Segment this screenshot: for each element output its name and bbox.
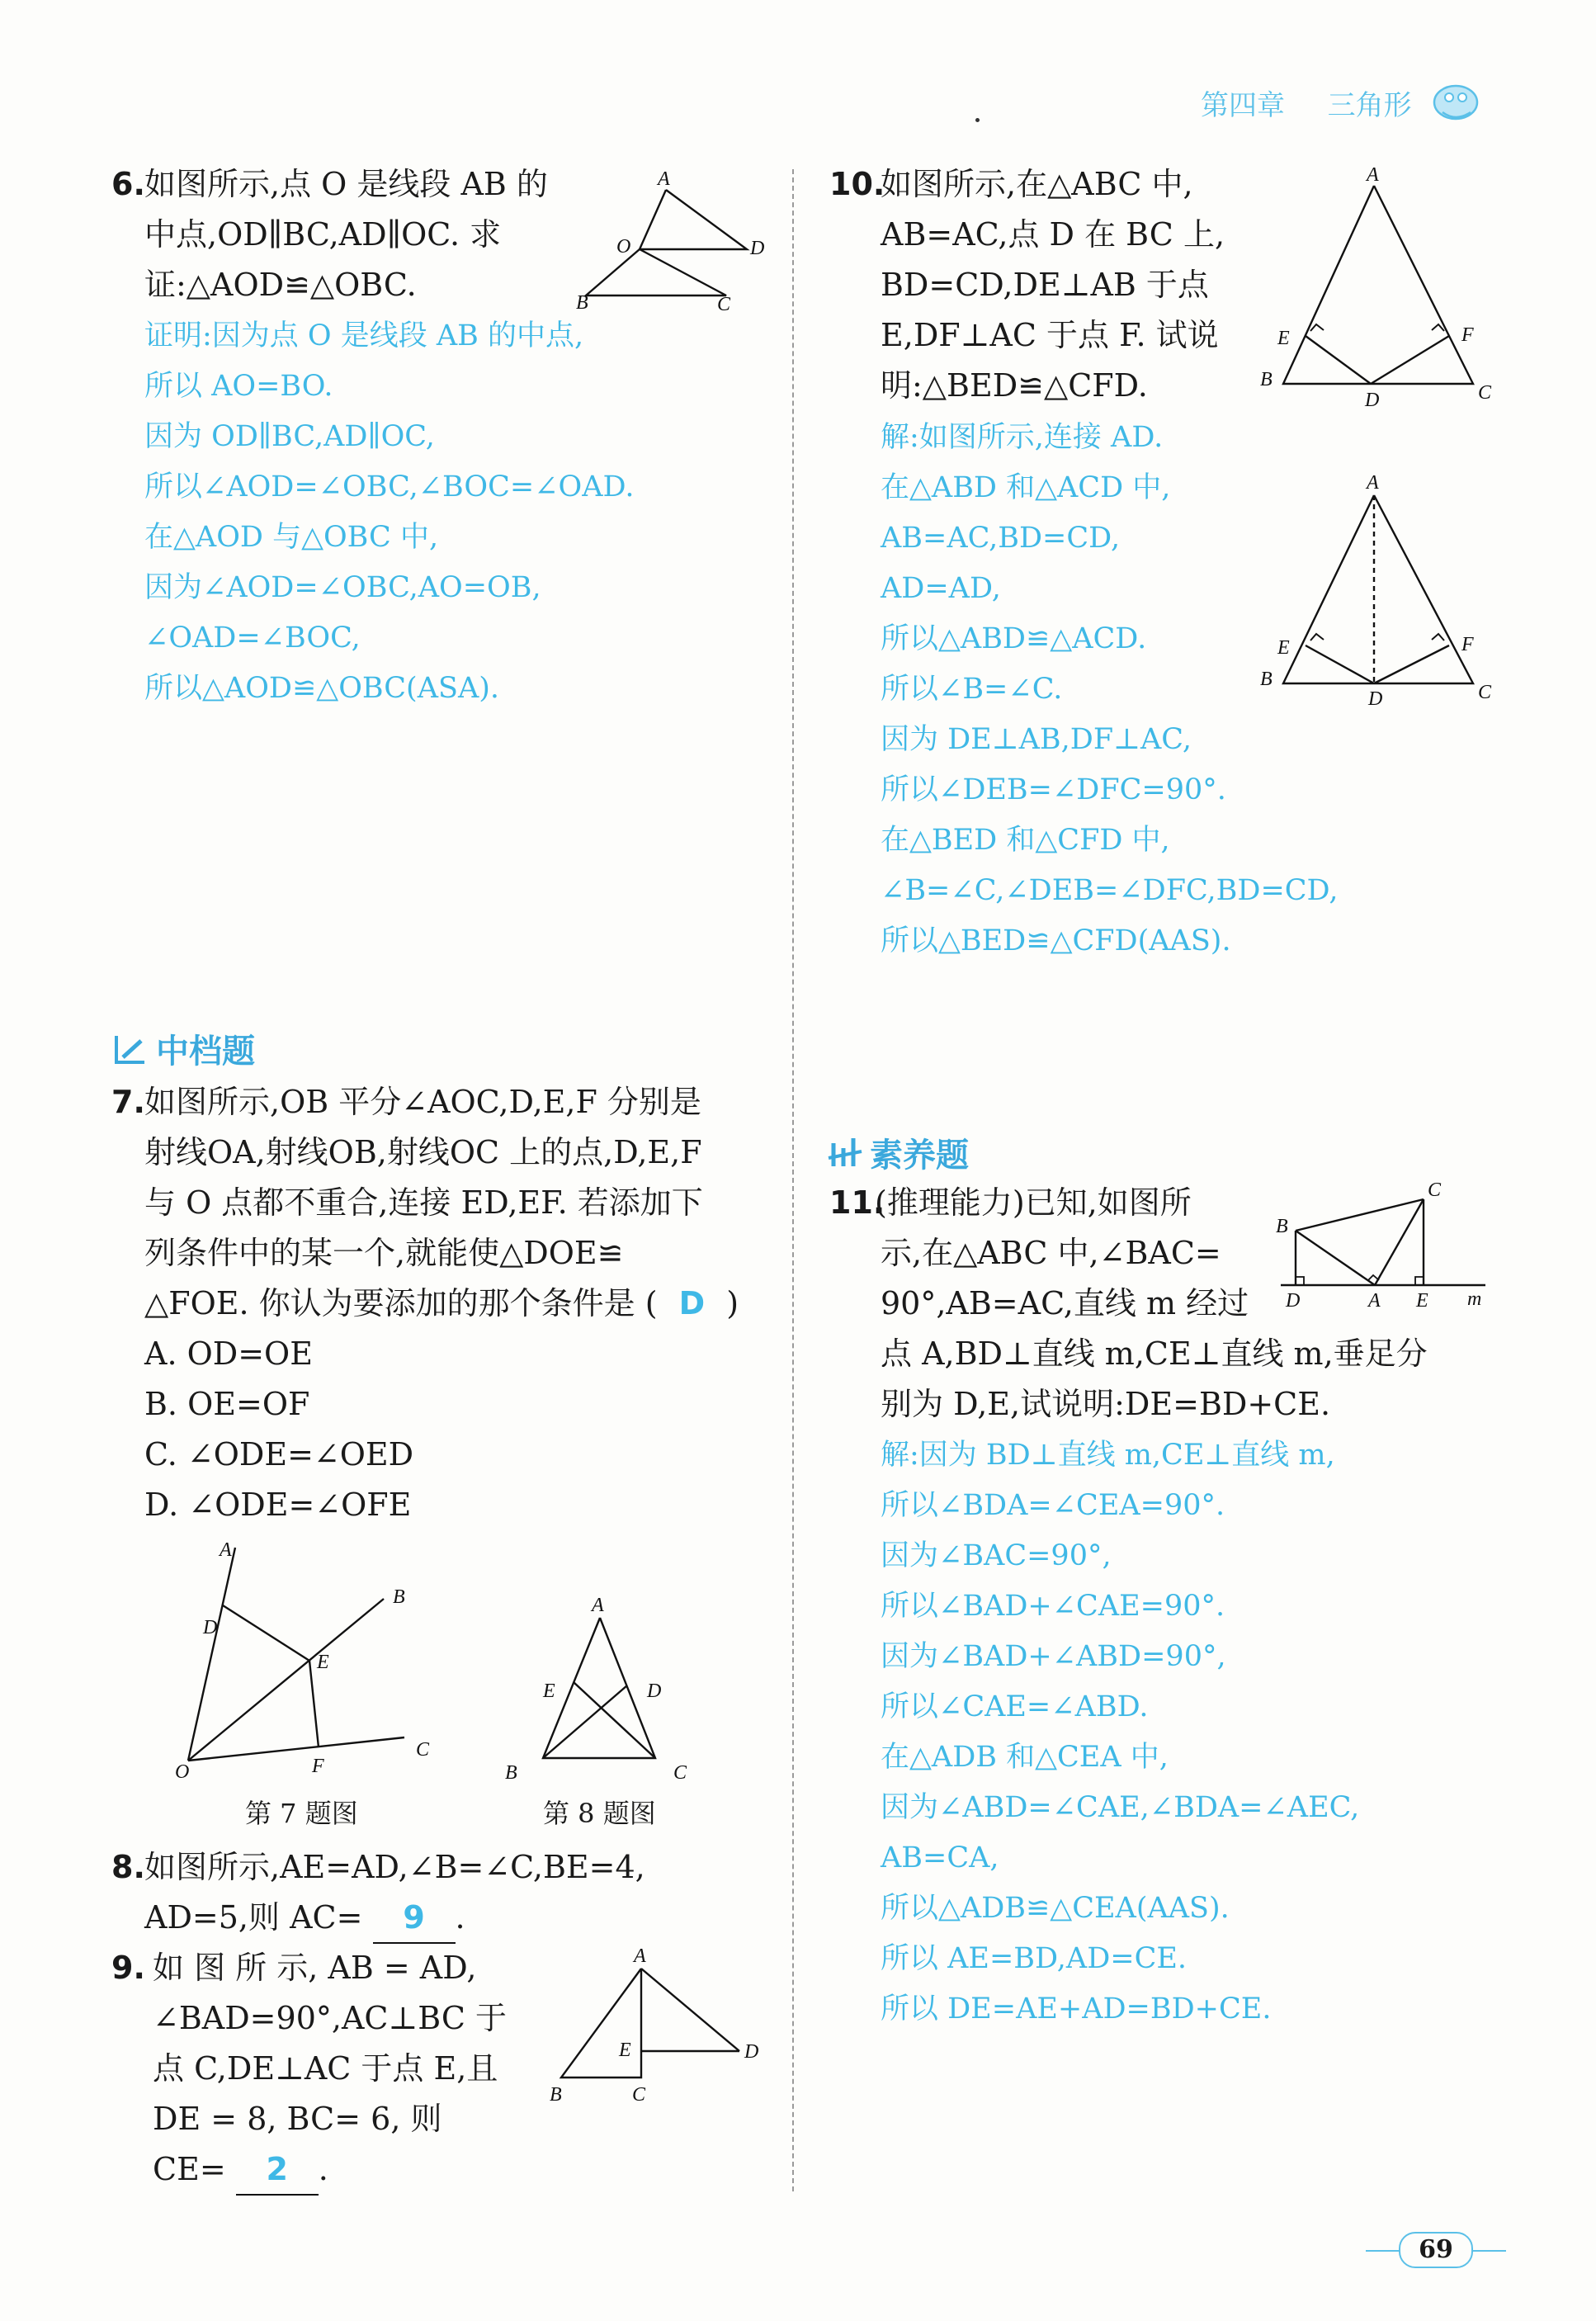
header-dot bbox=[975, 118, 980, 122]
q7-label-o: O bbox=[175, 1761, 190, 1779]
q10-figure-1 bbox=[1250, 161, 1498, 413]
q11-sol-10: 所以△ADB≌△CEA(AAS). bbox=[881, 1892, 1230, 1925]
q10-line-3: BD=CD,DE⊥AB 于点 bbox=[881, 267, 1209, 303]
q10-sol-4: AD=AD, bbox=[881, 572, 1001, 605]
q8-answer-blank bbox=[373, 1893, 456, 1944]
q6-label-b: B bbox=[576, 292, 588, 314]
q10-f1-label-b: B bbox=[1260, 369, 1273, 390]
q6-label-o: O bbox=[616, 236, 631, 258]
q6-line-1: 如图所示,点 O 是线段 AB 的 bbox=[144, 166, 548, 202]
chapter-header bbox=[1201, 83, 1412, 123]
q6-sol-7: ∠OAD=∠BOC, bbox=[144, 622, 361, 655]
q6-sol-1: 证明:因为点 O 是线段 AB 的中点, bbox=[144, 319, 584, 352]
q6-label-c: C bbox=[717, 294, 731, 315]
q10-sol-5: 所以△ABD≌△ACD. bbox=[881, 622, 1147, 655]
q10-figure-2 bbox=[1250, 462, 1498, 714]
bar-chart-icon bbox=[827, 1133, 865, 1171]
q11-line-3: 90°,AB=AC,直线 m 经过 bbox=[881, 1285, 1249, 1321]
q7-number: 7. bbox=[111, 1084, 145, 1120]
q9-label-c: C bbox=[632, 2084, 646, 2106]
q9-line-5: CE= 2 . bbox=[153, 2144, 328, 2196]
q10-sol-2: 在△ABD 和△ACD 中, bbox=[881, 471, 1171, 504]
q6-number: 6. bbox=[111, 166, 145, 202]
q11-sol-8: 因为∠ABD=∠CAE,∠BDA=∠AEC, bbox=[881, 1791, 1360, 1824]
q7-label-f: F bbox=[312, 1756, 324, 1777]
q7-answer: D bbox=[678, 1285, 706, 1321]
q6-sol-3: 因为 OD∥BC,AD∥OC, bbox=[144, 420, 435, 453]
q11-sol-6: 所以∠CAE=∠ABD. bbox=[881, 1690, 1149, 1723]
q6-sol-4: 所以∠AOD=∠OBC,∠BOC=∠OAD. bbox=[144, 470, 635, 503]
q9-number: 9. bbox=[111, 1950, 145, 1986]
q11-sol-11: 所以 AE=BD,AD=CE. bbox=[881, 1942, 1188, 1975]
section-quality-heading bbox=[827, 1127, 969, 1177]
q7-line-4: 列条件中的某一个,就能使△DOE≌ bbox=[144, 1235, 624, 1271]
q11-label-e: E bbox=[1416, 1290, 1428, 1312]
column-divider bbox=[792, 169, 794, 2191]
q11-sol-5: 因为∠BAD+∠ABD=90°, bbox=[881, 1640, 1226, 1673]
q11-sol-4: 所以∠BAD+∠CAE=90°. bbox=[881, 1590, 1225, 1623]
q11-sol-3: 因为∠BAC=90°, bbox=[881, 1539, 1112, 1572]
q9-line-1: 如 图 所 示, AB = AD, bbox=[153, 1950, 477, 1986]
q9-answer: 2 bbox=[266, 2151, 288, 2187]
q7-option-d: D. ∠ODE=∠OFE bbox=[144, 1487, 412, 1523]
q7-figure bbox=[165, 1539, 454, 1779]
q11-line-1: (推理能力)已知,如图所 bbox=[875, 1184, 1192, 1221]
q6-label-d: D bbox=[750, 238, 765, 259]
q9-label-a: A bbox=[634, 1945, 646, 1967]
q10-line-2: AB=AC,点 D 在 BC 上, bbox=[881, 216, 1225, 253]
q10-sol-7: 因为 DE⊥AB,DF⊥AC, bbox=[881, 723, 1192, 756]
q10-line-5: 明:△BED≌△CFD. bbox=[881, 367, 1148, 404]
q8-answer: 9 bbox=[403, 1899, 425, 1936]
q11-sol-9: AB=CA, bbox=[881, 1841, 999, 1874]
q6-label-a: A bbox=[658, 168, 670, 190]
q7-label-c: C bbox=[416, 1739, 430, 1761]
q9-label-d: D bbox=[744, 2041, 759, 2063]
q7-label-b: B bbox=[393, 1586, 405, 1608]
q11-sol-7: 在△ADB 和△CEA 中, bbox=[881, 1741, 1169, 1774]
q9-line-2: ∠BAD=90°,AC⊥BC 于 bbox=[153, 2000, 507, 2036]
page-number-area bbox=[1366, 2229, 1506, 2270]
q7-label-a: A bbox=[220, 1539, 232, 1561]
q7-line-5-text: △FOE. 你认为要添加的那个条件是 bbox=[144, 1285, 635, 1321]
mascot-icon bbox=[1426, 76, 1484, 125]
q7-label-e: E bbox=[317, 1652, 329, 1673]
q11-line-2: 示,在△ABC 中,∠BAC= bbox=[881, 1235, 1221, 1271]
q11-figure bbox=[1269, 1176, 1488, 1316]
q9-line-4: DE = 8, BC= 6, 则 bbox=[153, 2101, 442, 2137]
q8-label-e: E bbox=[543, 1680, 555, 1702]
q10-f1-label-c: C bbox=[1478, 382, 1492, 404]
q8-line-2: AD=5,则 AC= 9 . bbox=[144, 1893, 465, 1944]
section-quality-title: 素养题 bbox=[870, 1136, 969, 1175]
q10-line-1: 如图所示,在△ABC 中, bbox=[881, 166, 1193, 202]
q10-sol-6: 所以∠B=∠C. bbox=[881, 673, 1063, 706]
chapter-title: 三角形 bbox=[1327, 89, 1412, 122]
q6-sol-2: 所以 AO=BO. bbox=[144, 370, 333, 403]
q7-option-c: C. ∠ODE=∠OED bbox=[144, 1436, 414, 1472]
q11-label-b: B bbox=[1276, 1216, 1288, 1237]
q7-option-b: B. OE=OF bbox=[144, 1386, 310, 1422]
q8-number: 8. bbox=[111, 1849, 145, 1885]
q6-line-2: 中点,OD∥BC,AD∥OC. 求 bbox=[144, 216, 502, 253]
q11-line-4: 点 A,BD⊥直线 m,CE⊥直线 m,垂足分 bbox=[881, 1335, 1428, 1372]
q10-line-4: E,DF⊥AC 于点 F. 试说 bbox=[881, 317, 1219, 353]
q10-f2-label-e: E bbox=[1277, 637, 1290, 659]
q10-f2-label-b: B bbox=[1260, 669, 1273, 690]
q11-label-d: D bbox=[1286, 1290, 1301, 1312]
q9-figure bbox=[545, 1944, 776, 2109]
q7-label-d: D bbox=[203, 1617, 218, 1638]
section-mid-title: 中档题 bbox=[156, 1032, 255, 1071]
q11-sol-2: 所以∠BDA=∠CEA=90°. bbox=[881, 1489, 1225, 1522]
q6-figure bbox=[574, 165, 772, 322]
q10-sol-9: 在△BED 和△CFD 中, bbox=[881, 824, 1170, 857]
q10-sol-1: 解:如图所示,连接 AD. bbox=[881, 421, 1164, 454]
q6-line-3: 证:△AOD≌△OBC. bbox=[144, 267, 417, 303]
q10-number: 10. bbox=[829, 166, 885, 202]
q8-caption: 第 8 题图 bbox=[543, 1798, 656, 1829]
q9-label-e: E bbox=[619, 2040, 631, 2061]
q11-label-a: A bbox=[1368, 1290, 1381, 1312]
q10-sol-11: 所以△BED≌△CFD(AAS). bbox=[881, 924, 1231, 957]
q10-sol-3: AB=AC,BD=CD, bbox=[881, 522, 1121, 555]
q11-number: 11. bbox=[829, 1184, 885, 1221]
q11-label-c: C bbox=[1428, 1179, 1442, 1201]
page-number: 69 bbox=[1419, 2235, 1453, 2264]
q10-f1-label-d: D bbox=[1365, 390, 1380, 411]
q6-sol-5: 在△AOD 与△OBC 中, bbox=[144, 521, 439, 554]
q9-label-b: B bbox=[550, 2084, 562, 2106]
q10-f1-label-f: F bbox=[1461, 324, 1474, 346]
q6-sol-8: 所以△AOD≌△OBC(ASA). bbox=[144, 672, 499, 705]
q8-label-b: B bbox=[505, 1762, 517, 1783]
q7-line-2: 射线OA,射线OB,射线OC 上的点,D,E,F bbox=[144, 1134, 702, 1170]
q7-line-1: 如图所示,OB 平分∠AOC,D,E,F 分别是 bbox=[144, 1084, 701, 1120]
q8-label-c: C bbox=[673, 1762, 687, 1783]
q11-line-5: 别为 D,E,试说明:DE=BD+CE. bbox=[881, 1386, 1331, 1422]
pencil-icon bbox=[111, 1029, 149, 1067]
q10-f2-label-a: A bbox=[1367, 472, 1379, 494]
q10-f2-label-d: D bbox=[1368, 688, 1383, 710]
q8-line-2-text: AD=5,则 AC= bbox=[144, 1899, 363, 1936]
chapter-label: 第四章 bbox=[1201, 89, 1285, 122]
q10-f2-label-f: F bbox=[1461, 634, 1474, 655]
q7-caption: 第 7 题图 bbox=[245, 1798, 358, 1829]
q11-sol-1: 解:因为 BD⊥直线 m,CE⊥直线 m, bbox=[881, 1439, 1335, 1472]
q8-line-1: 如图所示,AE=AD,∠B=∠C,BE=4, bbox=[144, 1849, 645, 1885]
q7-line-3: 与 O 点都不重合,连接 ED,EF. 若添加下 bbox=[144, 1184, 703, 1221]
q11-sol-12: 所以 DE=AE+AD=BD+CE. bbox=[881, 1992, 1272, 2026]
q6-sol-6: 因为∠AOD=∠OBC,AO=OB, bbox=[144, 571, 541, 604]
q10-f2-label-c: C bbox=[1478, 682, 1492, 703]
q8-label-a: A bbox=[592, 1595, 604, 1616]
q10-f1-label-e: E bbox=[1277, 328, 1290, 349]
q10-sol-8: 所以∠DEB=∠DFC=90°. bbox=[881, 773, 1226, 806]
q7-line-5: △FOE. 你认为要添加的那个条件是 ( D ) bbox=[144, 1285, 739, 1321]
q11-label-m: m bbox=[1467, 1288, 1482, 1310]
q7-option-a: A. OD=OE bbox=[144, 1335, 313, 1372]
q10-f1-label-a: A bbox=[1367, 164, 1379, 186]
q10-sol-10: ∠B=∠C,∠DEB=∠DFC,BD=CD, bbox=[881, 874, 1339, 907]
q8-figure bbox=[495, 1593, 710, 1783]
q9-line-3: 点 C,DE⊥AC 于点 E,且 bbox=[153, 2050, 498, 2087]
section-mid-heading bbox=[111, 1023, 255, 1073]
q9-line-5-text: CE= bbox=[153, 2151, 226, 2187]
q8-label-d: D bbox=[647, 1680, 662, 1702]
q9-answer-blank bbox=[236, 2144, 319, 2196]
